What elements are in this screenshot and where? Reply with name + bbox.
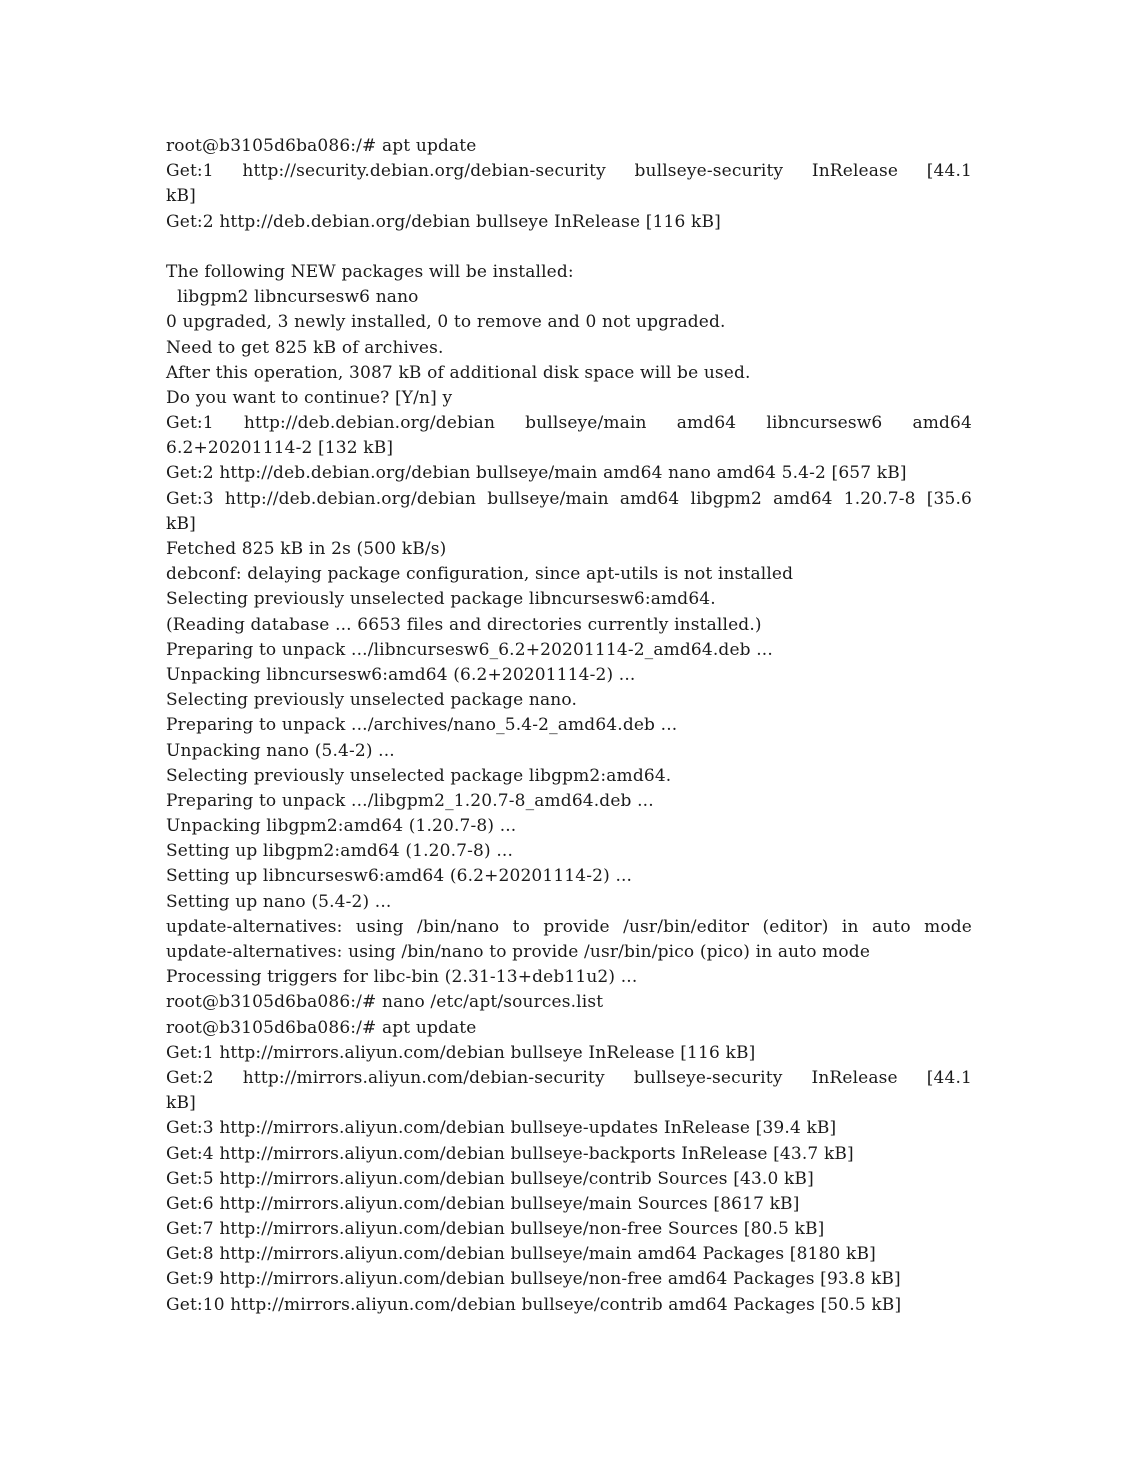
- transcript-line: After this operation, 3087 kB of additional disk space will be used.: [166, 362, 751, 383]
- transcript-line: root@b3105d6ba086:/# nano /etc/apt/sources.list: [166, 992, 604, 1013]
- transcript-line: Selecting previously unselected package nano.: [166, 690, 578, 711]
- transcript-line: root@b3105d6ba086:/# apt update: [166, 1017, 477, 1038]
- transcript-line: Get:1 http://deb.debian.org/debian bullseye/main amd64 libncursesw6 amd64: [166, 413, 972, 434]
- transcript-line: update-alternatives: using /bin/nano to provide /usr/bin/pico (pico) in auto mode: [166, 942, 871, 962]
- transcript-line: Get:1 http://mirrors.aliyun.com/debian bullseye InRelease [116 kB]: [166, 1042, 756, 1063]
- transcript-line: Get:3 http://mirrors.aliyun.com/debian bullseye-updates InRelease [39.4 kB]: [166, 1118, 837, 1139]
- transcript-line: root@b3105d6ba086:/# apt update: [166, 136, 477, 156]
- transcript-line: Setting up libncursesw6:amd64 (6.2+20201114-2) ...: [166, 866, 633, 887]
- transcript-line: The following NEW packages will be installed:: [166, 261, 574, 282]
- transcript-line: Processing triggers for libc-bin (2.31-13+deb11u2) ...: [166, 967, 638, 988]
- transcript-line: Get:5 http://mirrors.aliyun.com/debian bullseye/contrib Sources [43.0 kB]: [166, 1168, 814, 1189]
- transcript-line: Setting up nano (5.4-2) ...: [166, 891, 392, 912]
- transcript-line: kB]: [166, 513, 196, 534]
- transcript-line: Get:8 http://mirrors.aliyun.com/debian bullseye/main amd64 Packages [8180 kB]: [166, 1244, 876, 1265]
- transcript-line: Get:4 http://mirrors.aliyun.com/debian bullseye-backports InRelease [43.7 kB]: [166, 1143, 854, 1164]
- transcript-line: Preparing to unpack .../libgpm2_1.20.7-8_amd64.deb ...: [166, 790, 654, 811]
- transcript-line: Preparing to unpack .../archives/nano_5.4-2_amd64.deb ...: [166, 715, 678, 736]
- transcript-line: (Reading database ... 6653 files and directories currently installed.): [166, 614, 762, 635]
- transcript-line: Get:9 http://mirrors.aliyun.com/debian bullseye/non-free amd64 Packages [93.8 kB]: [166, 1269, 901, 1290]
- transcript-line: Unpacking nano (5.4-2) ...: [166, 740, 395, 761]
- transcript-line: 0 upgraded, 3 newly installed, 0 to remove and 0 not upgraded.: [166, 312, 726, 333]
- transcript-line: Get:6 http://mirrors.aliyun.com/debian bullseye/main Sources [8617 kB]: [166, 1193, 800, 1214]
- transcript-line: Get:10 http://mirrors.aliyun.com/debian bullseye/contrib amd64 Packages [50.5 kB]: [166, 1294, 902, 1315]
- transcript-line: Selecting previously unselected package libncursesw6:amd64.: [166, 589, 716, 610]
- transcript-line: Unpacking libgpm2:amd64 (1.20.7-8) ...: [166, 816, 517, 837]
- transcript-line: Unpacking libncursesw6:amd64 (6.2+20201114-2) ...: [166, 664, 636, 685]
- transcript-line: Preparing to unpack .../libncursesw6_6.2+20201114-2_amd64.deb ...: [166, 639, 773, 660]
- transcript-line: Selecting previously unselected package libgpm2:amd64.: [166, 765, 672, 786]
- transcript-line: Get:2 http://mirrors.aliyun.com/debian-security bullseye-security InRelease [44.1: [166, 1067, 972, 1088]
- transcript-line: Get:2 http://deb.debian.org/debian bullseye InRelease [116 kB]: [166, 211, 721, 232]
- transcript-line: Get:2 http://deb.debian.org/debian bullseye/main amd64 nano amd64 5.4-2 [657 kB]: [166, 463, 907, 484]
- transcript-line: Fetched 825 kB in 2s (500 kB/s): [166, 539, 447, 559]
- transcript-line: 6.2+20201114-2 [132 kB]: [166, 438, 394, 459]
- transcript-line: Need to get 825 kB of archives.: [166, 337, 444, 358]
- transcript-line: Get:3 http://deb.debian.org/debian bullseye/main amd64 libgpm2 amd64 1.20.7-8 [35.6: [166, 488, 972, 509]
- transcript-line: Get:7 http://mirrors.aliyun.com/debian bullseye/non-free Sources [80.5 kB]: [166, 1219, 825, 1240]
- transcript-line: Get:1 http://security.debian.org/debian-security bullseye-security InRelease [44.1: [166, 161, 972, 182]
- transcript-line: debconf: delaying package configuration, since apt-utils is not installed: [166, 564, 794, 585]
- blank-line: [166, 235, 972, 260]
- transcript-line: libgpm2 libncursesw6 nano: [166, 287, 419, 308]
- transcript-line: kB]: [166, 186, 196, 207]
- transcript-line: update-alternatives: using /bin/nano to provide /usr/bin/editor (editor) in auto mode: [166, 916, 972, 937]
- terminal-transcript: [166, 134, 972, 1318]
- transcript-line: Do you want to continue? [Y/n] y: [166, 387, 453, 408]
- transcript-line: kB]: [166, 1093, 196, 1114]
- transcript-line: Setting up libgpm2:amd64 (1.20.7-8) ...: [166, 841, 513, 862]
